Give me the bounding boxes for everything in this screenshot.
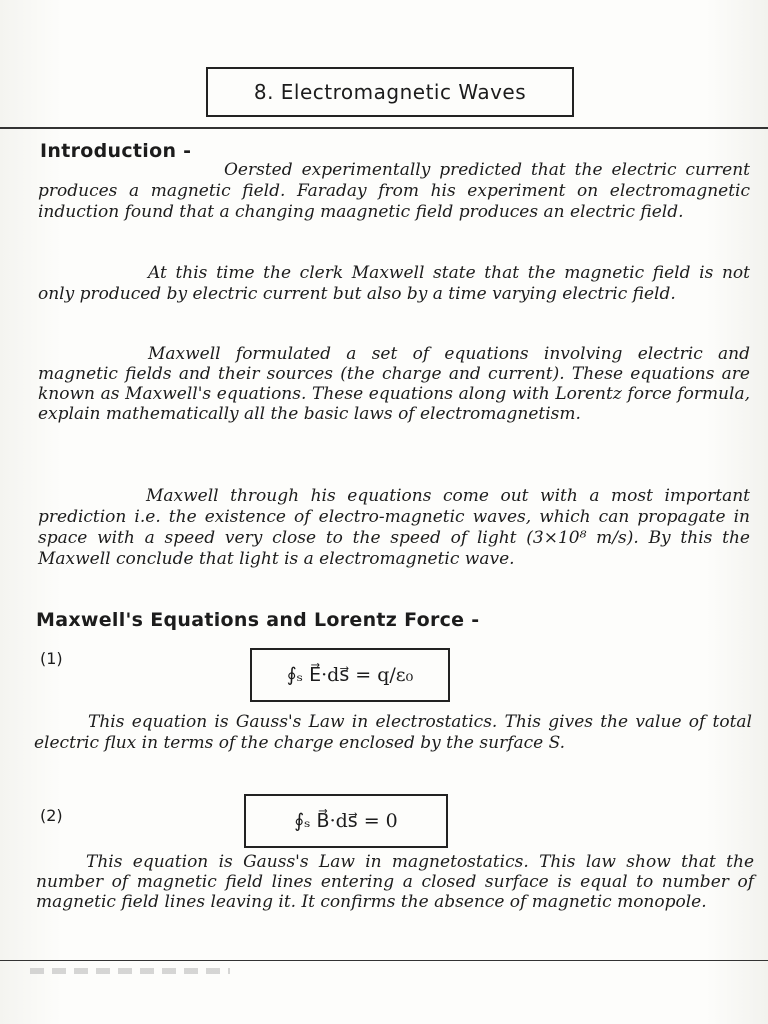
footer-rule [0, 960, 768, 961]
intro-paragraph-3 [38, 344, 750, 424]
equation-formula-1: ∮ₛ E⃗·ds⃗ = q/ε₀ [286, 664, 414, 686]
maxwell-equations-heading: Maxwell's Equations and Lorentz Force - [36, 609, 480, 631]
paragraph-text: Maxwell formulated a set of equations involving electric and magnetic fields and their sources (the charge and current). These equations are known as Maxwell's equations. These equations along with Lorentz force formula, explain mathematically all the basic laws of electromagnetism. [38, 344, 750, 424]
header-rule [0, 127, 768, 129]
title-box [206, 67, 574, 117]
paragraph-text: Maxwell through his equations come out with a most important prediction i.e. the existence of electro-magnetic waves, which can propagate in space with a speed very close to the speed of light (3×10⁸ m/s). By this the Maxwell conclude that light is a electromagnetic wave. [38, 486, 750, 569]
equation-1-description [34, 712, 752, 754]
intro-paragraph-1 [38, 160, 750, 223]
equation-formula-2: ∮ₛ B⃗·ds⃗ = 0 [294, 810, 398, 832]
paragraph-text: This equation is Gauss's Law in magnetostatics. This law show that the number of magnetic field lines entering a closed surface is equal to number of magnetic field lines leaving it. It confirms the absence of magnetic monopole. [36, 852, 754, 912]
intro-paragraph-2 [38, 263, 750, 305]
equation-2-description [36, 852, 754, 912]
paragraph-text: Oersted experimentally predicted that the electric current produces a magnetic field. Faraday from his experiment on electromagnetic induction found that a changing maagnetic field produces an electric field. [38, 160, 750, 222]
equation-number-1: (1) [40, 649, 63, 668]
equation-number-2: (2) [40, 806, 63, 825]
equation-box-2 [244, 794, 448, 848]
paragraph-text: At this time the clerk Maxwell state that the magnetic field is not only produced by electric current but also by a time varying electric field. [38, 263, 750, 304]
introduction-heading: Introduction - [40, 140, 192, 162]
page-edge-marks [30, 968, 230, 974]
intro-paragraph-4 [38, 486, 750, 570]
equation-box-1 [250, 648, 450, 702]
paragraph-text: This equation is Gauss's Law in electrostatics. This gives the value of total electric flux in terms of the charge enclosed by the surface S. [34, 712, 752, 753]
page-title: 8. Electromagnetic Waves [253, 80, 527, 104]
